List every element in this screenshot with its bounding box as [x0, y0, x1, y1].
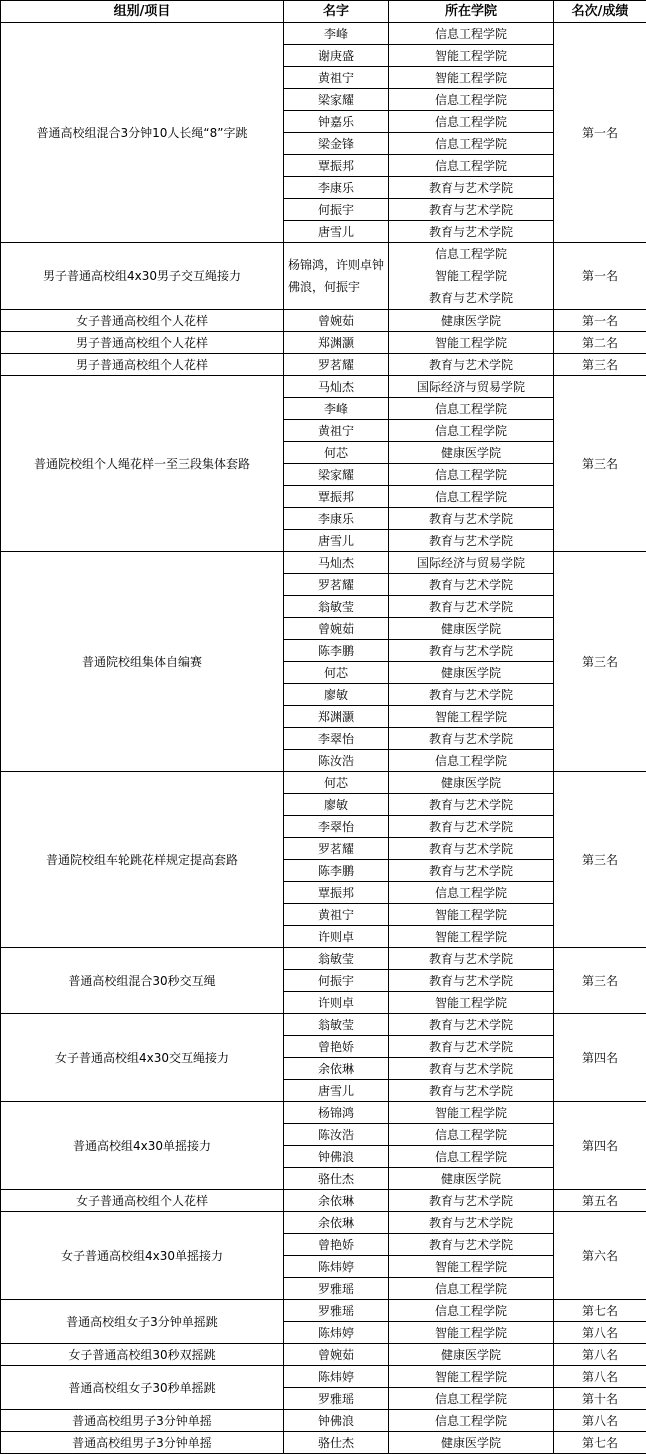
name-cell: 何芯	[284, 662, 389, 684]
header-rank: 名次/成绩	[554, 1, 646, 23]
table-row	[1, 1366, 646, 1388]
rank-cell: 第一名	[554, 243, 646, 310]
event-cell: 普通高校组男子3分钟单摇	[1, 1410, 284, 1432]
college-cell: 国际经济与贸易学院	[389, 376, 554, 398]
name-cell: 曾婉茹	[284, 310, 389, 332]
college-cell: 教育与艺术学院	[389, 199, 554, 221]
college-cell: 教育与艺术学院	[389, 177, 554, 199]
name-cell: 谢庚盛	[284, 45, 389, 67]
college-cell: 健康医学院	[389, 310, 554, 332]
rank-cell: 第十名	[554, 1388, 646, 1410]
college-cell: 信息工程学院	[389, 1278, 554, 1300]
results-body	[1, 23, 646, 1454]
table-row	[1, 1300, 646, 1322]
rank-cell: 第四名	[554, 1014, 646, 1102]
name-cell: 陈汝浩	[284, 1124, 389, 1146]
college-line: 信息工程学院	[391, 243, 551, 265]
name-cell: 李峰	[284, 23, 389, 45]
college-cell: 智能工程学院	[389, 1322, 554, 1344]
name-cell: 郑渊灏	[284, 706, 389, 728]
header-name: 名字	[284, 1, 389, 23]
name-cell: 覃振邦	[284, 155, 389, 177]
name-cell: 李康乐	[284, 508, 389, 530]
table-row	[1, 772, 646, 794]
rank-cell: 第八名	[554, 1322, 646, 1344]
table-row	[1, 376, 646, 398]
rank-cell: 第七名	[554, 1432, 646, 1454]
college-cell: 信息工程学院	[389, 1388, 554, 1410]
event-cell: 普通高校组男子3分钟单摇	[1, 1432, 284, 1454]
name-cell: 何振宇	[284, 970, 389, 992]
names-cell: 杨锦鸿，许则卓钟佛浪，何振宇	[284, 243, 389, 310]
name-cell: 罗茗耀	[284, 838, 389, 860]
college-cell: 教育与艺术学院	[389, 1234, 554, 1256]
college-cell: 信息工程学院	[389, 464, 554, 486]
name-cell: 陈炜婷	[284, 1366, 389, 1388]
college-cell: 信息工程学院	[389, 111, 554, 133]
name-cell: 骆仕杰	[284, 1432, 389, 1454]
name-cell: 李翠怡	[284, 816, 389, 838]
event-cell: 女子普通高校组4x30交互绳接力	[1, 1014, 284, 1102]
event-cell: 普通高校组混合30秒交互绳	[1, 948, 284, 1014]
event-cell: 普通高校组4x30单摇接力	[1, 1102, 284, 1190]
name-cell: 许则卓	[284, 926, 389, 948]
college-cell: 信息工程学院	[389, 1410, 554, 1432]
college-cell: 信息工程学院	[389, 750, 554, 772]
name-cell: 罗雅瑶	[284, 1388, 389, 1410]
rank-cell: 第三名	[554, 948, 646, 1014]
event-cell: 普通高校组女子30秒单摇跳	[1, 1366, 284, 1410]
name-cell: 陈李鹏	[284, 640, 389, 662]
college-cell: 智能工程学院	[389, 67, 554, 89]
rank-cell: 第三名	[554, 354, 646, 376]
name-cell: 曾婉茹	[284, 1344, 389, 1366]
college-cell: 健康医学院	[389, 1344, 554, 1366]
header-college: 所在学院	[389, 1, 554, 23]
college-cell: 教育与艺术学院	[389, 574, 554, 596]
event-cell: 女子普通高校组4x30单摇接力	[1, 1212, 284, 1300]
header-event: 组别/项目	[1, 1, 284, 23]
college-cell: 教育与艺术学院	[389, 1190, 554, 1212]
name-cell: 钟嘉乐	[284, 111, 389, 133]
college-cell: 教育与艺术学院	[389, 816, 554, 838]
name-cell: 覃振邦	[284, 486, 389, 508]
college-cell: 教育与艺术学院	[389, 1080, 554, 1102]
college-cell: 教育与艺术学院	[389, 640, 554, 662]
college-cell: 教育与艺术学院	[389, 530, 554, 552]
table-row	[1, 1102, 646, 1124]
college-cell: 信息工程学院	[389, 155, 554, 177]
event-cell: 普通院校组个人绳花样一至三段集体套路	[1, 376, 284, 552]
name-cell: 余依琳	[284, 1058, 389, 1080]
table-row	[1, 1344, 646, 1366]
college-cell: 智能工程学院	[389, 45, 554, 67]
rank-cell: 第八名	[554, 1344, 646, 1366]
college-cell: 教育与艺术学院	[389, 508, 554, 530]
event-cell: 男子普通高校组个人花样	[1, 354, 284, 376]
name-cell: 梁金锋	[284, 133, 389, 155]
college-cell: 智能工程学院	[389, 992, 554, 1014]
event-cell: 普通高校组女子3分钟单摇跳	[1, 1300, 284, 1344]
table-row	[1, 23, 646, 45]
college-cell: 信息工程学院	[389, 1300, 554, 1322]
table-row	[1, 1190, 646, 1212]
name-cell: 唐雪儿	[284, 221, 389, 243]
name-cell: 罗雅瑶	[284, 1300, 389, 1322]
college-cell: 信息工程学院	[389, 420, 554, 442]
name-cell: 廖敏	[284, 684, 389, 706]
name-cell: 何芯	[284, 772, 389, 794]
name-cell: 梁家耀	[284, 89, 389, 111]
name-cell: 何芯	[284, 442, 389, 464]
name-cell: 罗雅瑶	[284, 1278, 389, 1300]
name-cell: 钟佛浪	[284, 1410, 389, 1432]
event-cell: 女子普通高校组个人花样	[1, 310, 284, 332]
college-cell: 教育与艺术学院	[389, 221, 554, 243]
college-cell: 信息工程学院	[389, 882, 554, 904]
event-cell: 普通高校组混合3分钟10人长绳“8”字跳	[1, 23, 284, 243]
colleges-cell	[389, 243, 554, 310]
name-cell: 廖敏	[284, 794, 389, 816]
college-cell: 健康医学院	[389, 1432, 554, 1454]
college-line: 智能工程学院	[391, 265, 551, 287]
college-cell: 智能工程学院	[389, 926, 554, 948]
name-cell: 翁敏莹	[284, 1014, 389, 1036]
college-cell: 教育与艺术学院	[389, 948, 554, 970]
name-cell: 覃振邦	[284, 882, 389, 904]
name-cell: 杨锦鸿	[284, 1102, 389, 1124]
college-cell: 智能工程学院	[389, 1366, 554, 1388]
name-cell: 陈李鹏	[284, 860, 389, 882]
name-cell: 罗茗耀	[284, 574, 389, 596]
rank-cell: 第三名	[554, 552, 646, 772]
event-cell: 男子普通高校组4x30男子交互绳接力	[1, 243, 284, 310]
table-row	[1, 310, 646, 332]
college-cell: 智能工程学院	[389, 1256, 554, 1278]
name-cell: 黄祖宁	[284, 420, 389, 442]
event-cell: 普通院校组车轮跳花样规定提高套路	[1, 772, 284, 948]
college-cell: 教育与艺术学院	[389, 1212, 554, 1234]
college-cell: 信息工程学院	[389, 89, 554, 111]
name-cell: 翁敏莹	[284, 596, 389, 618]
name-cell: 许则卓	[284, 992, 389, 1014]
header-row	[1, 1, 646, 23]
rank-cell: 第八名	[554, 1366, 646, 1388]
college-cell: 信息工程学院	[389, 398, 554, 420]
rank-cell: 第七名	[554, 1300, 646, 1322]
name-cell: 李康乐	[284, 177, 389, 199]
name-cell: 郑渊灏	[284, 332, 389, 354]
college-cell: 教育与艺术学院	[389, 1058, 554, 1080]
name-cell: 黄祖宁	[284, 67, 389, 89]
event-cell: 女子普通高校组30秒双摇跳	[1, 1344, 284, 1366]
college-cell: 健康医学院	[389, 772, 554, 794]
name-cell: 余依琳	[284, 1212, 389, 1234]
college-cell: 信息工程学院	[389, 486, 554, 508]
rank-cell: 第五名	[554, 1190, 646, 1212]
college-cell: 信息工程学院	[389, 1124, 554, 1146]
college-cell: 信息工程学院	[389, 23, 554, 45]
name-cell: 何振宇	[284, 199, 389, 221]
rank-cell: 第三名	[554, 376, 646, 552]
name-cell: 李翠怡	[284, 728, 389, 750]
name-cell: 罗茗耀	[284, 354, 389, 376]
event-cell: 普通院校组集体自编赛	[1, 552, 284, 772]
name-cell: 马灿杰	[284, 552, 389, 574]
college-cell: 教育与艺术学院	[389, 860, 554, 882]
rank-cell: 第一名	[554, 310, 646, 332]
name-cell: 翁敏莹	[284, 948, 389, 970]
college-cell: 教育与艺术学院	[389, 684, 554, 706]
college-cell: 健康医学院	[389, 618, 554, 640]
name-cell: 曾艳娇	[284, 1036, 389, 1058]
college-cell: 智能工程学院	[389, 706, 554, 728]
rank-cell: 第八名	[554, 1410, 646, 1432]
college-cell: 国际经济与贸易学院	[389, 552, 554, 574]
college-cell: 教育与艺术学院	[389, 728, 554, 750]
rank-cell: 第六名	[554, 1212, 646, 1300]
table-row	[1, 1410, 646, 1432]
college-cell: 健康医学院	[389, 662, 554, 684]
college-line: 教育与艺术学院	[391, 287, 551, 309]
rank-cell: 第四名	[554, 1102, 646, 1190]
college-cell: 智能工程学院	[389, 1102, 554, 1124]
event-cell: 女子普通高校组个人花样	[1, 1190, 284, 1212]
table-row	[1, 1212, 646, 1234]
college-cell: 教育与艺术学院	[389, 838, 554, 860]
rank-cell: 第三名	[554, 772, 646, 948]
table-row	[1, 354, 646, 376]
name-cell: 马灿杰	[284, 376, 389, 398]
name-cell: 陈汝浩	[284, 750, 389, 772]
name-cell: 骆仕杰	[284, 1168, 389, 1190]
rank-cell: 第二名	[554, 332, 646, 354]
table-row	[1, 552, 646, 574]
college-cell: 教育与艺术学院	[389, 1014, 554, 1036]
name-cell: 李峰	[284, 398, 389, 420]
name-cell: 钟佛浪	[284, 1146, 389, 1168]
name-cell: 曾婉茹	[284, 618, 389, 640]
name-cell: 唐雪儿	[284, 530, 389, 552]
table-row	[1, 1014, 646, 1036]
college-cell: 教育与艺术学院	[389, 970, 554, 992]
name-cell: 梁家耀	[284, 464, 389, 486]
table-row	[1, 332, 646, 354]
college-cell: 信息工程学院	[389, 133, 554, 155]
name-cell: 唐雪儿	[284, 1080, 389, 1102]
name-cell: 陈炜婷	[284, 1322, 389, 1344]
rank-cell: 第一名	[554, 23, 646, 243]
name-cell: 余依琳	[284, 1190, 389, 1212]
college-cell: 教育与艺术学院	[389, 596, 554, 618]
table-row	[1, 243, 646, 310]
college-cell: 健康医学院	[389, 1168, 554, 1190]
college-cell: 智能工程学院	[389, 904, 554, 926]
college-cell: 教育与艺术学院	[389, 354, 554, 376]
name-cell: 曾艳娇	[284, 1234, 389, 1256]
college-cell: 智能工程学院	[389, 332, 554, 354]
table-row	[1, 1432, 646, 1454]
name-cell: 黄祖宁	[284, 904, 389, 926]
event-cell: 男子普通高校组个人花样	[1, 332, 284, 354]
college-cell: 健康医学院	[389, 442, 554, 464]
name-cell: 陈炜婷	[284, 1256, 389, 1278]
table-row	[1, 948, 646, 970]
college-cell: 教育与艺术学院	[389, 1036, 554, 1058]
college-cell: 信息工程学院	[389, 1146, 554, 1168]
college-cell: 教育与艺术学院	[389, 794, 554, 816]
